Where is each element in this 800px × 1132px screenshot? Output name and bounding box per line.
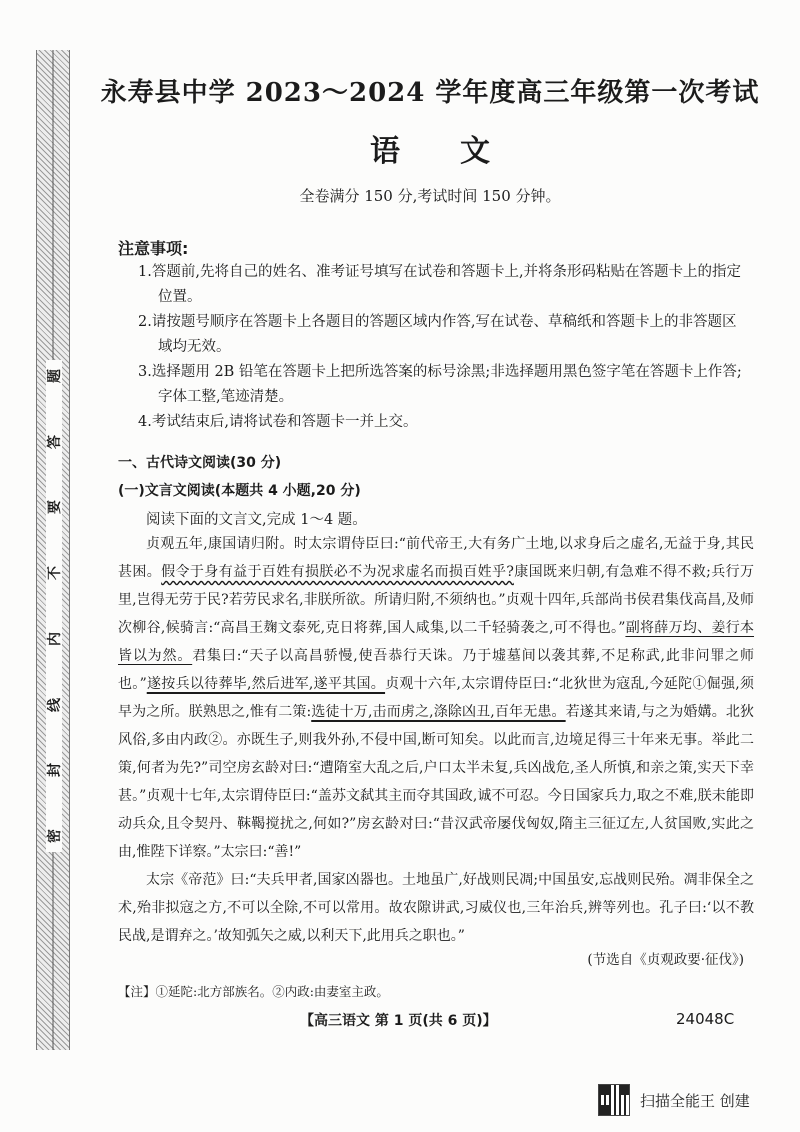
- exam-info: 全卷满分 150 分,考试时间 150 分钟。: [299, 187, 561, 205]
- passage-paragraph-1: [118, 530, 754, 866]
- passage-text: 若遂其来请,与之为婚媾。北狄风俗,多由内政②。亦既生子,则我外孙,不侵中国,断可知矣。以此而言,边境足得三十年来无事。举此二策,何者为先?”司空房玄龄对曰:“遭隋室大乱之后,户口太半未复,兵凶战危,圣人所慎,和亲之策,实天下幸甚。”贞观十七年,太宗谓侍臣曰:“盖苏文弑其主而夺其国政,诚不可忍。今日国家兵力,取之不难,朕未能即动兵众,且令契丹、靺鞨搅扰之,何如?”房玄龄对曰:“昔汉武帝屡伐匈奴,隋主三征辽左,人贫国败,实此之由,惟陛下详察。”太宗曰:“善!”: [118, 704, 754, 860]
- binding-char: 不: [47, 566, 63, 581]
- scanner-watermark: [598, 1082, 788, 1118]
- notes-title: 注意事项:: [118, 239, 189, 258]
- binding-strip-text: [46, 360, 62, 852]
- passage-underlined-sentence: 假令于身有益于百姓有损朕必不为况求虚名而损百姓乎?: [161, 564, 514, 580]
- subject-title: 语文: [370, 134, 550, 169]
- footnote: 【注】①延陀:北方部族名。②内政:由妻室主政。: [118, 984, 389, 999]
- binding-char: 要: [47, 500, 63, 515]
- passage-underlined-sentence: 遂按兵以待葬毕,然后进军,遂平其国。: [146, 676, 386, 692]
- passage-text: 贞观十六年,太宗谓侍臣曰:“北狄世为寇乱,今延陀①倔强,须早为之所。朕熟思之,惟有二策:: [118, 676, 754, 720]
- exam-title: 永寿县中学 2023～2024 学年度高三年级第一次考试: [100, 78, 760, 108]
- scanner-watermark-text: 扫描全能王 创建: [640, 1091, 750, 1110]
- note-item: 2.请按题号顺序在答题卡上各题目的答题区域内作答,写在试卷、草稿纸和答题卡上的非答题区域均无效。: [138, 314, 737, 355]
- passage-source: (节选自《贞观政要·征伐》): [587, 952, 744, 968]
- passage-text: 贞观五年,康国请归附。时太宗谓侍臣曰:“前代帝王,大有务广土地,以求身后之虚名,无益于身,其民甚困。: [118, 536, 754, 580]
- qr-code-icon: [598, 1084, 630, 1116]
- page-footer: 【高三语文 第 1 页(共 6 页)】: [300, 1013, 497, 1029]
- binding-char: 线: [47, 697, 63, 712]
- note-item: 3.选择题用 2B 铅笔在答题卡上把所选答案的标号涂黑;非选择题用黑色签字笔在答题卡上作答;字体工整,笔迹清楚。: [138, 364, 742, 405]
- section-title: 一、古代诗文阅读(30 分): [118, 455, 282, 471]
- passage-text: 康国既来归朝,有急难不得不救;兵行万里,岂得无劳于民?若劳民求名,非朕所欲。所请归附,不须纳也。”贞观十四年,兵部尚书侯君集伐高昌,及师次柳谷,候骑言:“高昌王麹文泰死,克日将葬,国人咸集,以二千轻骑袭之,可不得也。”: [118, 564, 754, 636]
- binding-char: 封: [47, 763, 63, 778]
- binding-char: 密: [47, 828, 63, 843]
- classical-passage: [118, 530, 754, 950]
- exam-code: 24048C: [676, 1010, 735, 1028]
- passage-paragraph-2: 太宗《帝范》曰:“夫兵甲者,国家凶器也。土地虽广,好战则民凋;中国虽安,忘战则民殆。凋非保全之术,殆非拟寇之方,不可以全除,不可以常用。故农隙讲武,习威仪也,三年治兵,辨等列也。孔子曰:‘以不教民战,是谓弃之。’故知弧矢之威,以利天下,此用兵之职也。”: [118, 872, 754, 944]
- section-subtitle: (一)文言文阅读(本题共 4 小题,20 分): [118, 483, 361, 499]
- passage-underlined-sentence: 副将薛万均、姜行本皆以为然。: [118, 620, 755, 664]
- binding-char: 答: [47, 434, 63, 449]
- passage-underlined-sentence: 选徒十万,击而虏之,涤除凶丑,百年无患。: [311, 704, 566, 720]
- reading-instruction: 阅读下面的文言文,完成 1～4 题。: [146, 512, 367, 528]
- note-item: 4.考试结束后,请将试卷和答题卡一并上交。: [138, 414, 418, 430]
- binding-char: 内: [47, 631, 63, 646]
- notes-list: [118, 260, 748, 435]
- passage-text: 君集曰:“天子以高昌骄慢,使吾恭行天诛。乃于墟墓间以袭其葬,不足称武,此非问罪之师也。”: [118, 648, 754, 692]
- note-item: 1.答题前,先将自己的姓名、准考证号填写在试卷和答题卡上,并将条形码粘贴在答题卡上的指定位置。: [138, 264, 742, 305]
- binding-char: 题: [47, 369, 63, 383]
